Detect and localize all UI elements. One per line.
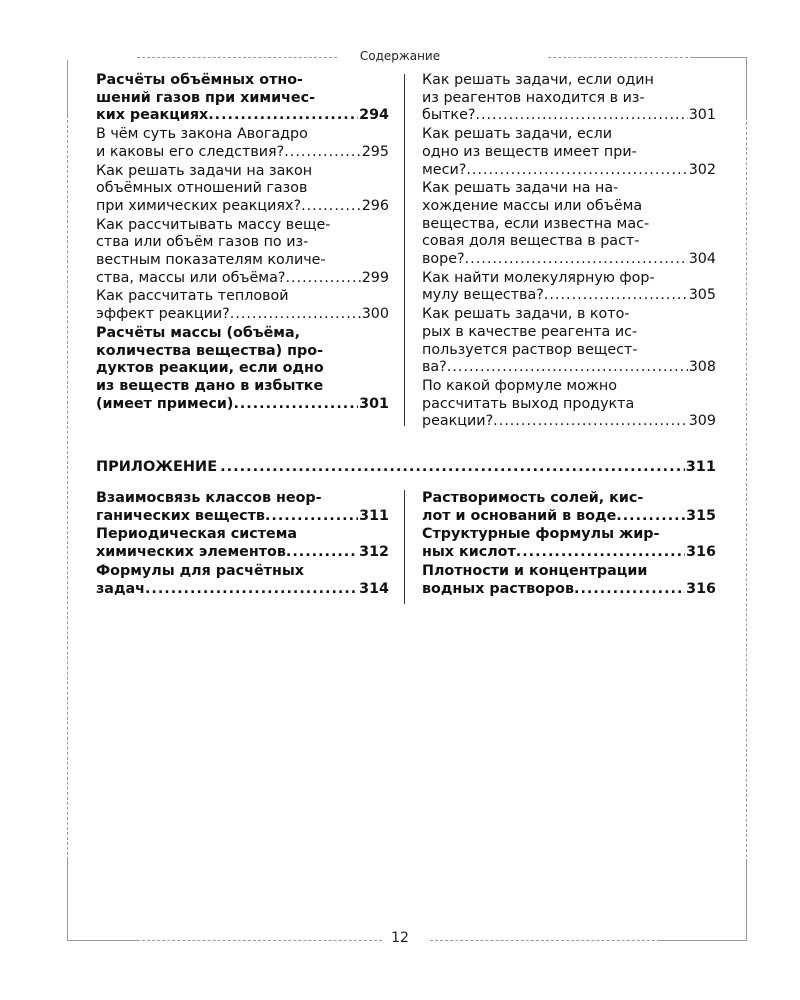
toc-entry-last-line: [96, 107, 389, 125]
toc-entry[interactable]: [422, 306, 716, 377]
toc-entry-page: 305: [688, 287, 716, 304]
toc-entry-text: и каковы его следствия?: [96, 143, 285, 160]
column-divider: [404, 74, 405, 426]
appendix-column-divider: [404, 490, 405, 604]
toc-entry[interactable]: [422, 126, 716, 179]
toc-entry-page: 304: [688, 251, 716, 268]
toc-entry-line: рых в качестве реагента ис-: [422, 323, 638, 340]
frame-left-top-solid: [67, 60, 68, 115]
leader-dots: [286, 544, 358, 562]
toc-entry-text: (имеет примеси): [96, 395, 234, 412]
appendix-right-column: [422, 490, 716, 599]
toc-entry-last-line: [422, 413, 716, 431]
toc-entry[interactable]: [422, 72, 716, 125]
toc-entry-last-line: [422, 508, 716, 526]
toc-entry-line: В чём суть закона Авогадро: [96, 126, 308, 143]
toc-entry-page: 296: [361, 197, 389, 214]
toc-entry-text: бытке?: [422, 107, 476, 124]
toc-entry-line: вещества, если известна мас-: [422, 215, 650, 232]
toc-entry-text: мулу вещества?: [422, 287, 544, 304]
toc-entry-line: По какой формуле можно: [422, 377, 617, 394]
toc-entry-page: 299: [361, 269, 389, 286]
toc-entry-line: Расчёты массы (объёма,: [96, 324, 301, 341]
toc-entry-text: эффект реакции?: [96, 306, 230, 323]
toc-entry-page: 302: [688, 161, 716, 178]
toc-entry-line: Расчёты объёмных отно-: [96, 72, 303, 88]
toc-entry[interactable]: [96, 126, 389, 161]
toc-entry-page: 309: [688, 413, 716, 430]
leader-dots: [516, 544, 685, 562]
toc-entry[interactable]: [96, 72, 389, 125]
toc-entry-text: меси?: [422, 161, 467, 178]
leader-dots: [465, 251, 688, 269]
toc-entry-line: вестным показателям количе-: [96, 252, 326, 269]
toc-entry-last-line: [96, 581, 389, 599]
toc-entry[interactable]: [96, 563, 389, 598]
toc-entry[interactable]: [96, 325, 389, 414]
toc-entry-last-line: [422, 544, 716, 562]
toc-entry[interactable]: [422, 490, 716, 525]
leader-dots: [233, 396, 358, 414]
toc-entry-page: 311: [359, 507, 389, 524]
leader-dots: [230, 306, 361, 324]
leader-dots: [284, 144, 360, 162]
toc-entry-last-line: [96, 144, 389, 162]
toc-entry-last-line: [96, 306, 389, 324]
toc-entry-page: 312: [359, 544, 389, 561]
toc-right-column: [422, 72, 716, 432]
toc-entry-line: Как решать задачи на на-: [422, 180, 619, 197]
leader-dots: [493, 413, 688, 431]
page-header: Содержание: [359, 49, 441, 63]
frame-right-dash: [746, 117, 747, 862]
leader-dots: [217, 458, 685, 476]
toc-left-column: [96, 72, 389, 414]
toc-entry-line: количества вещества) про-: [96, 342, 324, 359]
toc-entry-last-line: [96, 198, 389, 216]
toc-entry-line: Как решать задачи, в кото-: [422, 306, 630, 323]
toc-entry-last-line: [96, 270, 389, 288]
toc-entry-page: 308: [688, 359, 716, 376]
toc-entry-line: дуктов реакции, если одно: [96, 360, 324, 377]
toc-entry-line: Растворимость солей, кис-: [422, 490, 644, 506]
toc-entry-page: 300: [361, 306, 389, 323]
toc-entry-line: шений газов при химичес-: [96, 89, 316, 106]
toc-entry-last-line: [422, 251, 716, 269]
toc-entry-line: пользуется раствор вещест-: [422, 341, 638, 358]
toc-entry[interactable]: [96, 490, 389, 525]
toc-entry-page: 315: [686, 507, 716, 524]
toc-entry-line: одно из веществ имеет при-: [422, 143, 637, 160]
toc-entry-text: ганических веществ: [96, 507, 265, 524]
toc-entry-line: Плотности и концентрации: [422, 562, 648, 579]
frame-left-dash: [67, 115, 68, 860]
toc-entry-line: Как решать задачи на закон: [96, 162, 313, 179]
toc-entry-line: Как рассчитать тепловой: [96, 288, 289, 305]
toc-entry[interactable]: [96, 288, 389, 323]
toc-entry-last-line: [96, 508, 389, 526]
leader-dots: [475, 107, 687, 125]
toc-entry-line: совая доля вещества в раст-: [422, 233, 640, 250]
toc-entry[interactable]: [422, 180, 716, 269]
toc-entry-page: 316: [686, 580, 716, 597]
frame-right-bottom-solid: [746, 862, 747, 940]
toc-entry-last-line: [96, 396, 389, 414]
toc-entry-last-line: [422, 162, 716, 180]
toc-entry[interactable]: [422, 378, 716, 431]
frame-right-top-solid: [746, 57, 747, 117]
appendix-heading[interactable]: [96, 458, 716, 476]
toc-entry-last-line: [96, 544, 389, 562]
toc-entry-line: из реагентов находится в из-: [422, 89, 645, 106]
toc-entry-line: ства или объём газов по из-: [96, 234, 309, 251]
toc-entry-page: 295: [361, 143, 389, 160]
toc-entry-page: 294: [359, 107, 389, 124]
page-number: 12: [391, 930, 409, 946]
appendix-page: 311: [685, 459, 716, 475]
toc-entry[interactable]: [96, 163, 389, 216]
toc-entry-text: ва?: [422, 359, 447, 376]
leader-dots: [265, 508, 358, 526]
toc-entry-line: Как найти молекулярную фор-: [422, 269, 655, 286]
toc-entry-text: лот и оснований в воде: [422, 507, 617, 524]
toc-entry-line: Как рассчитывать массу веще-: [96, 216, 331, 233]
toc-entry-line: Взаимосвязь классов неор-: [96, 490, 322, 506]
toc-entry-text: ных кислот: [422, 544, 516, 561]
frame-left-bottom-solid: [67, 860, 68, 940]
toc-entry-line: рассчитать выход продукта: [422, 395, 635, 412]
toc-entry-text: при химических реакциях?: [96, 197, 302, 214]
leader-dots: [447, 359, 688, 377]
leader-dots: [285, 270, 360, 288]
leader-dots: [616, 508, 685, 526]
toc-entry-page: 314: [359, 580, 389, 597]
toc-entry[interactable]: [422, 270, 716, 305]
appendix-title: ПРИЛОЖЕНИЕ: [96, 459, 218, 475]
toc-entry-text: задач: [96, 580, 145, 597]
toc-entry-text: реакции?: [422, 413, 494, 430]
toc-entry-text: химических элементов: [96, 544, 286, 561]
toc-entry-text: воре?: [422, 251, 465, 268]
appendix-left-column: [96, 490, 389, 599]
toc-entry[interactable]: [96, 526, 389, 561]
toc-entry[interactable]: [422, 563, 716, 598]
toc-entry-last-line: [422, 287, 716, 305]
leader-dots: [145, 581, 358, 599]
leader-dots: [208, 107, 358, 125]
toc-entry[interactable]: [422, 526, 716, 561]
toc-entry-line: из веществ дано в избытке: [96, 377, 324, 394]
toc-entry-last-line: [422, 581, 716, 599]
toc-entry-line: хождение массы или объёма: [422, 197, 643, 214]
toc-entry-text: водных растворов: [422, 580, 575, 597]
leader-dots: [574, 581, 685, 599]
toc-entry-line: Структурные формулы жир-: [422, 526, 660, 543]
leader-dots: [544, 287, 688, 305]
toc-entry-text: ких реакциях: [96, 107, 209, 124]
toc-entry-page: 301: [359, 395, 389, 412]
toc-entry-line: Формулы для расчётных: [96, 562, 304, 579]
toc-entry-last-line: [422, 107, 716, 125]
toc-entry-page: 316: [686, 544, 716, 561]
toc-entry[interactable]: [96, 217, 389, 288]
toc-entry-page: 301: [688, 107, 716, 124]
toc-entry-line: Как решать задачи, если: [422, 126, 613, 143]
toc-entry-last-line: [422, 359, 716, 377]
toc-entry-text: ства, массы или объёма?: [96, 269, 286, 286]
leader-dots: [466, 162, 687, 180]
toc-entry-line: объёмных отношений газов: [96, 180, 308, 197]
toc-entry-line: Как решать задачи, если один: [422, 72, 654, 88]
toc-entry-line: Периодическая система: [96, 526, 298, 543]
leader-dots: [301, 198, 361, 216]
